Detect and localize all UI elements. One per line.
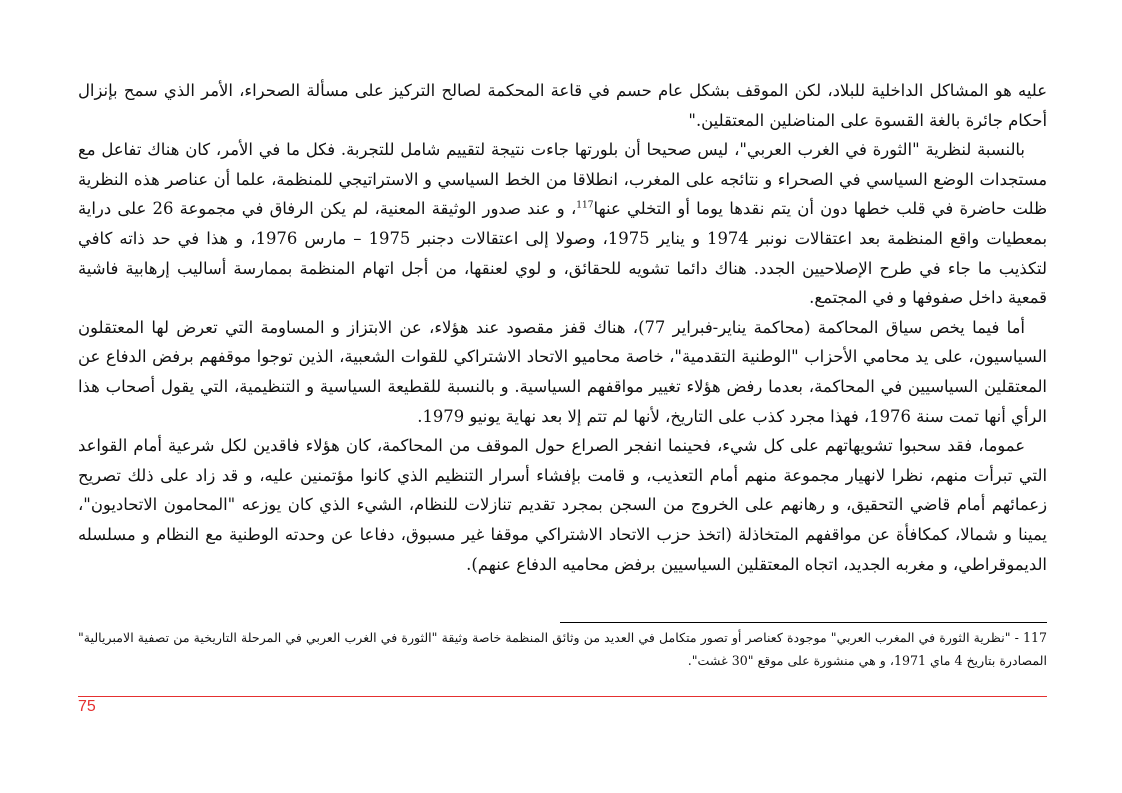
footnote-reference[interactable]: 117 [576,200,594,211]
paragraph-trial-context: أما فيما يخص سياق المحاكمة (محاكمة يناير-فبراير 77)، هناك قفز مقصود عند هؤلاء، عن الابتزاز و المساومة التي تعرض لها المعتقلون السياسيون، على يد محامي الأحزاب "الوطنية التقدمية"، خاصة محاميو الاتحاد الاشتراكي للقوات الشعبية، الذين توجوا موقفهم برفض الدفاع عن المعتقلين السياسيين في المحاكمة، بعدما رفض هؤلاء تغيير مواقفهم السياسية. و بالنسبة للقطيعة السياسية و التنظيمية، التي يقول أصحاب هذا الرأي أنها تمت سنة 1976، فهذا مجرد كذب على التاريخ، لأنها لم تتم إلا بعد نهاية يونيو 1979. [78,317,1047,426]
paragraph-theory-part2: ، و عند صدور الوثيقة المعنية، لم يكن الرفاق في مجموعة 26 على دراية بمعطيات واقع المنظمة بعد اعتقالات نونبر 1974 و يناير 1975، وصولا إلى اعتقالات دجنبر 1975 – مارس 1976، و هذا في حد ذاته كافي لتكذيب ما جاء في طرح الإصلاحيين الجدد. هناك دائما تشويه للحقائق، و لوي لعنقها، من أجل اتهام المنظمة بممارسة أساليب إرهابية فاشية قمعية داخل صفوفها و في المجتمع. [78,199,1048,308]
main-text [78,76,1047,579]
page-number: 75 [78,698,96,715]
page-footer-rule [78,696,1047,697]
footnote-text: "نظرية الثورة في المغرب العربي" موجودة كعناصر أو تصور متكامل في العديد من وثائق المنظمة خاصة وثيقة "الثورة في الغرب العربي في المرحلة التاريخية من تصفية الامبريالية" المصادرة بتاريخ 4 ماي 1971، و هي منشورة على موقع "30 غشت". [78,630,1047,668]
paragraph-theory [78,135,1047,313]
paragraph-generally: عموما، فقد سحبوا تشويهاتهم على كل شيء، فحينما انفجر الصراع حول الموقف من المحاكمة، كان هؤلاء فاقدين لكل شرعية أمام القواعد التي تبرأت منهم، نظرا لانهيار مجموعة منهم أمام التعذيب، و قامت بإفشاء أسرار التنظيم الذي كانوا مؤتمنين عليه، و قد زاد على ذلك تصريح زعمائهم أمام قاضي التحقيق، و رهانهم على الخروج من السجن بمجرد تقديم تنازلات للنظام، الشيء الذي كان يوزعه "المحامون الاتحاديون"، يمينا و شمالا، كمكافأة عن مواقفهم المتخاذلة (اتخذ حزب الاتحاد الاشتراكي موقفا غير مسبوق، دفاعا عن وحدته الوطنية مع النظام و مسلسله الديموقراطي، و مغربه الجديد، اتجاه المعتقلين السياسيين برفض محاميه الدفاع عنهم). [78,436,1047,574]
footnote-dash: - [1010,630,1023,645]
footnote-number: 117 [1022,630,1048,645]
paragraph-theory-part1: بالنسبة لنظرية "الثورة في الغرب العربي"، ليس صحيحا أن بلورتها جاءت نتيجة لتقييم شامل للتجربة. فكل ما في الأمر، كان هناك تفاعل مع مستجدات الوضع السياسي في الصحراء و نتائجه على المغرب، انطلاقا من الخط السياسي و الاستراتيجي للمنظمة، علما أن عناصر هذه النظرية ظلت حاضرة في قلب خطها دون أن يتم نقدها يوما أو التخلي عنها [78,140,1047,219]
paragraph-continuation: عليه هو المشاكل الداخلية للبلاد، لكن الموقف بشكل عام حسم في قاعة المحكمة لصالح التركيز على مسألة الصحراء، الأمر الذي سمح بإنزال أحكام جائرة بالغة القسوة على المناضلين المعتقلين." [78,81,1047,130]
footnote-line [78,626,1047,672]
footnote [78,626,1047,672]
footnote-separator [560,622,1047,623]
